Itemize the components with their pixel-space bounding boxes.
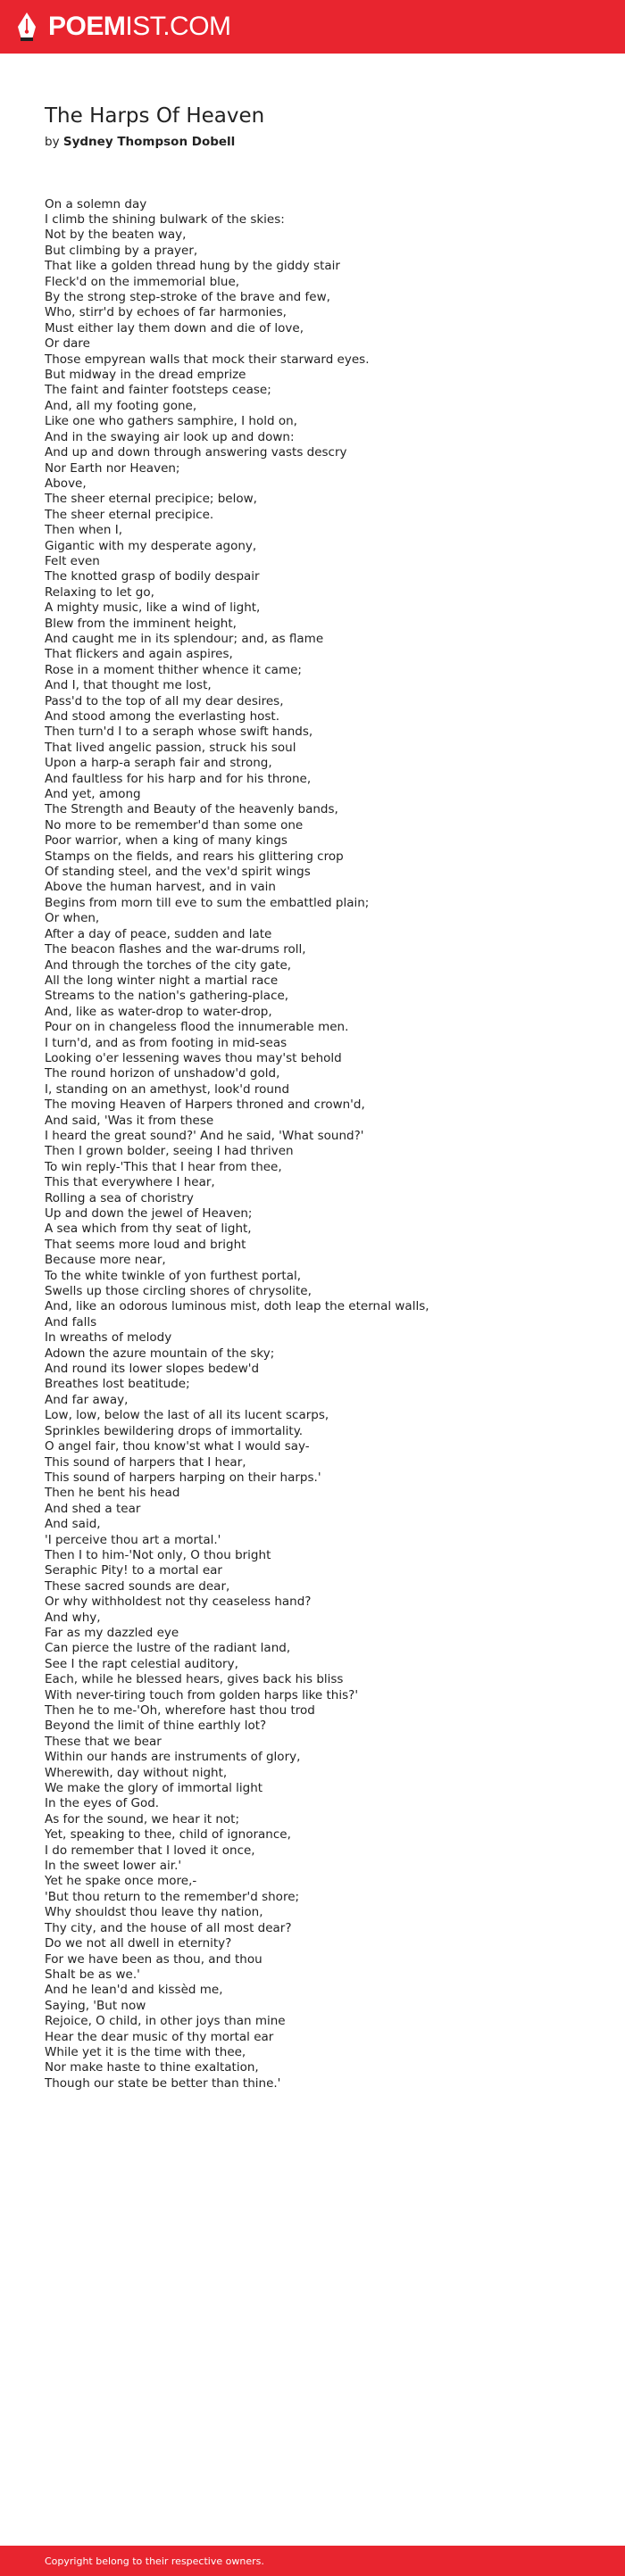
poem-line: But climbing by a prayer, bbox=[45, 243, 198, 258]
poem-line: All the long winter night a martial race bbox=[45, 973, 279, 988]
poem-line: The knotted grasp of bodily despair bbox=[45, 569, 260, 584]
poem-line: Who, stirr'd by echoes of far harmonies, bbox=[45, 305, 287, 320]
site-logo[interactable] bbox=[16, 12, 231, 42]
poem-line: Far as my dazzled eye bbox=[45, 1625, 179, 1640]
poem-line: Upon a harp-a seraph fair and strong, bbox=[45, 756, 272, 771]
poem-line: And shed a tear bbox=[45, 1501, 141, 1516]
poem-line: These that we bear bbox=[45, 1734, 162, 1749]
poem-line: Rose in a moment thither whence it came; bbox=[45, 662, 302, 677]
poem-line: While yet it is the time with thee, bbox=[45, 2044, 246, 2059]
poem-line: And in the swaying air look up and down: bbox=[45, 429, 295, 444]
poem-line: And why, bbox=[45, 1610, 101, 1625]
poem-line: As for the sound, we hear it not; bbox=[45, 1811, 240, 1826]
poem-line: Shalt be as we.' bbox=[45, 1967, 140, 1982]
poem-line: I turn'd, and as from footing in mid-seas bbox=[45, 1035, 288, 1050]
site-footer bbox=[0, 2546, 625, 2576]
poem-line: I heard the great sound?' And he said, 'What sound?' bbox=[45, 1128, 364, 1143]
poem-line: Not by the beaten way, bbox=[45, 228, 187, 243]
poem-line: Streams to the nation's gathering-place, bbox=[45, 989, 289, 1004]
poem-line: Wherewith, day without night, bbox=[45, 1765, 228, 1780]
poem-line: Rolling a sea of choristry bbox=[45, 1190, 194, 1205]
poem-line: That seems more loud and bright bbox=[45, 1237, 246, 1252]
poem-line: Within our hands are instruments of glory, bbox=[45, 1750, 301, 1765]
poem-line: Above, bbox=[45, 476, 87, 491]
poem-line: Then I to him-'Not only, O thou bright bbox=[45, 1547, 271, 1562]
poem-line: 'But thou return to the remember'd shore; bbox=[45, 1889, 300, 1904]
poem-line: We make the glory of immortal light bbox=[45, 1781, 263, 1796]
poem-line: And yet, among bbox=[45, 787, 141, 802]
poem-line: And far away, bbox=[45, 1392, 129, 1407]
poem-line: And said, bbox=[45, 1517, 101, 1532]
poem-line: In wreaths of melody bbox=[45, 1330, 172, 1346]
byline-label: by bbox=[45, 134, 60, 149]
poem-line: And, like an odorous luminous mist, doth leap the eternal walls, bbox=[45, 1299, 429, 1314]
poem-line: But midway in the dread emprize bbox=[45, 368, 246, 383]
poem-byline bbox=[45, 135, 580, 149]
poem-line: Because more near, bbox=[45, 1253, 166, 1268]
poem-line: That like a golden thread hung by the giddy stair bbox=[45, 259, 340, 274]
poem-line: Rejoice, O child, in other joys than mine bbox=[45, 2014, 286, 2029]
poem-line: The moving Heaven of Harpers throned and crown'd, bbox=[45, 1097, 365, 1113]
poem-line: Seraphic Pity! to a mortal ear bbox=[45, 1563, 222, 1578]
poem-line: Beyond the limit of thine earthly lot? bbox=[45, 1719, 267, 1734]
poem-line: Then he bent his head bbox=[45, 1486, 180, 1501]
poem-line: Then I grown bolder, seeing I had thriven bbox=[45, 1144, 294, 1159]
poem-line: On a solemn day bbox=[45, 196, 147, 211]
copyright-text: Copyright belong to their respective owners. bbox=[45, 2555, 264, 2567]
logo-thin-text: IST.COM bbox=[125, 12, 231, 41]
poem-line: Hear the dear music of thy mortal ear bbox=[45, 2029, 274, 2044]
poem-line: A mighty music, like a wind of light, bbox=[45, 601, 261, 616]
poem-body bbox=[45, 197, 580, 2092]
poem-line: Relaxing to let go, bbox=[45, 584, 154, 600]
poem-line: Nor make haste to thine exaltation, bbox=[45, 2060, 259, 2075]
poem-line: This that everywhere I hear, bbox=[45, 1175, 215, 1190]
poem-line: Can pierce the lustre of the radiant land, bbox=[45, 1641, 291, 1656]
poem-line: Saying, 'But now bbox=[45, 1998, 146, 2013]
poem-line: Then when I, bbox=[45, 523, 122, 538]
fountain-pen-nib-icon bbox=[16, 12, 38, 42]
poem-content bbox=[0, 54, 625, 2091]
poem-line: And through the torches of the city gate, bbox=[45, 957, 292, 973]
poem-line: That lived angelic passion, struck his soul bbox=[45, 740, 296, 755]
poem-line: Up and down the jewel of Heaven; bbox=[45, 1206, 253, 1221]
poem-line: Fleck'd on the immemorial blue, bbox=[45, 274, 240, 289]
logo-bold-text: POEM bbox=[48, 12, 126, 41]
poem-line: O angel fair, thou know'st what I would say- bbox=[45, 1439, 310, 1454]
poem-line: The round horizon of unshadow'd gold, bbox=[45, 1066, 280, 1081]
poem-title: The Harps Of Heaven bbox=[45, 104, 265, 128]
poem-line: Or dare bbox=[45, 336, 90, 352]
poem-line: Or why withholdest not thy ceaseless hand? bbox=[45, 1594, 312, 1610]
poem-line: The sheer eternal precipice. bbox=[45, 507, 214, 522]
poem-line: Stamps on the fields, and rears his glittering crop bbox=[45, 849, 344, 864]
poem-line: And faultless for his harp and for his throne, bbox=[45, 771, 312, 786]
poem-line: Pass'd to the top of all my dear desires, bbox=[45, 693, 284, 708]
poem-line: Though our state be better than thine.' bbox=[45, 2075, 281, 2091]
poem-line: Sprinkles bewildering drops of immortality. bbox=[45, 1423, 304, 1438]
poem-line: Begins from morn till eve to sum the embattled plain; bbox=[45, 895, 370, 910]
poem-line: Those empyrean walls that mock their starward eyes. bbox=[45, 352, 370, 367]
poem-line: That flickers and again aspires, bbox=[45, 647, 233, 662]
poem-line: Pour on in changeless flood the innumerable men. bbox=[45, 1020, 349, 1035]
poem-line: And stood among the everlasting host. bbox=[45, 709, 280, 724]
poem-line: Above the human harvest, and in vain bbox=[45, 880, 276, 895]
poem-line: These sacred sounds are dear, bbox=[45, 1578, 230, 1594]
poem-line: To the white twinkle of yon furthest portal, bbox=[45, 1268, 302, 1283]
poem-line: I climb the shining bulwark of the skies: bbox=[45, 212, 285, 227]
poem-line: Or when, bbox=[45, 911, 100, 926]
poem-line: Yet, speaking to thee, child of ignorance, bbox=[45, 1827, 291, 1843]
poem-line: After a day of peace, sudden and late bbox=[45, 926, 272, 941]
poem-line: See I the rapt celestial auditory, bbox=[45, 1656, 238, 1671]
poem-line: No more to be remember'd than some one bbox=[45, 817, 304, 832]
poem-line: Each, while he blessed hears, gives back his bliss bbox=[45, 1672, 344, 1687]
poem-line: Breathes lost beatitude; bbox=[45, 1377, 190, 1392]
poem-line: Then turn'd I to a seraph whose swift hands, bbox=[45, 725, 313, 740]
poem-line: Must either lay them down and die of love, bbox=[45, 320, 304, 335]
poem-line: The beacon flashes and the war-drums roll, bbox=[45, 942, 306, 957]
poem-line: 'I perceive thou art a mortal.' bbox=[45, 1532, 221, 1547]
poem-line: Poor warrior, when a king of many kings bbox=[45, 833, 288, 849]
poem-line: And, like as water-drop to water-drop, bbox=[45, 1004, 272, 1019]
poem-line: This sound of harpers harping on their harps.' bbox=[45, 1470, 321, 1485]
poem-line: The sheer eternal precipice; below, bbox=[45, 492, 257, 507]
poem-line: Gigantic with my desperate agony, bbox=[45, 538, 257, 553]
poem-line: And round its lower slopes bedew'd bbox=[45, 1362, 260, 1377]
logo-wordmark bbox=[48, 13, 231, 40]
poem-line: The Strength and Beauty of the heavenly bands, bbox=[45, 802, 338, 817]
poem-line: In the eyes of God. bbox=[45, 1796, 160, 1811]
poem-line: And said, 'Was it from these bbox=[45, 1113, 214, 1128]
poem-line: Looking o'er lessening waves thou may'st behold bbox=[45, 1050, 342, 1065]
poem-line: For we have been as thou, and thou bbox=[45, 1951, 262, 1967]
poem-line: A sea which from thy seat of light, bbox=[45, 1222, 252, 1237]
poem-line: Then he to me-'Oh, wherefore hast thou trod bbox=[45, 1703, 315, 1718]
poem-line: I, standing on an amethyst, look'd round bbox=[45, 1081, 290, 1097]
poem-line: Thy city, and the house of all most dear? bbox=[45, 1920, 292, 1935]
poem-line: To win reply-'This that I hear from thee, bbox=[45, 1159, 282, 1174]
poem-line: Felt even bbox=[45, 553, 100, 568]
poem-line: I do remember that I loved it once, bbox=[45, 1843, 255, 1858]
poem-line: Like one who gathers samphire, I hold on, bbox=[45, 414, 297, 429]
poem-line: Do we not all dwell in eternity? bbox=[45, 1936, 232, 1951]
site-header bbox=[0, 0, 625, 54]
poem-line: With never-tiring touch from golden harps like this?' bbox=[45, 1687, 359, 1702]
poem-line: And, all my footing gone, bbox=[45, 398, 197, 413]
poem-line: Low, low, below the last of all its lucent scarps, bbox=[45, 1408, 329, 1423]
poem-line: Of standing steel, and the vex'd spirit wings bbox=[45, 865, 311, 880]
poem-line: Nor Earth nor Heaven; bbox=[45, 460, 180, 476]
poem-line: And he lean'd and kissèd me, bbox=[45, 1983, 223, 1998]
poem-line: By the strong step-stroke of the brave and few, bbox=[45, 290, 330, 305]
poem-line: Blew from the imminent height, bbox=[45, 616, 237, 631]
poem-line: And I, that thought me lost, bbox=[45, 678, 212, 693]
poem-line: Yet he spake once more,- bbox=[45, 1874, 197, 1889]
poem-line: Why shouldst thou leave thy nation, bbox=[45, 1905, 263, 1920]
poem-line: And up and down through answering vasts descry bbox=[45, 445, 347, 460]
poem-line: And falls bbox=[45, 1314, 97, 1329]
poem-line: And caught me in its splendour; and, as flame bbox=[45, 631, 324, 646]
poem-line: The faint and fainter footsteps cease; bbox=[45, 383, 271, 398]
poem-line: This sound of harpers that I hear, bbox=[45, 1454, 246, 1470]
poem-line: Adown the azure mountain of the sky; bbox=[45, 1346, 275, 1361]
poem-line: Swells up those circling shores of chrysolite, bbox=[45, 1284, 312, 1299]
poem-line: In the sweet lower air.' bbox=[45, 1859, 182, 1874]
author-link[interactable]: Sydney Thompson Dobell bbox=[62, 134, 236, 149]
